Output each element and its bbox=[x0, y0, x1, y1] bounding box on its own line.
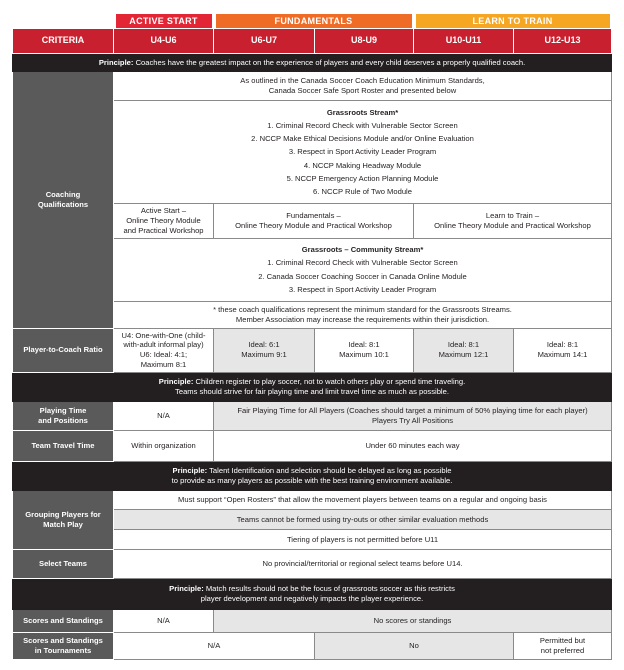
ratio-u8-u9: Ideal: 8:1 Maximum 10:1 bbox=[315, 328, 414, 372]
active-start-module: Active Start – Online Theory Module and Practical Workshop bbox=[114, 204, 214, 239]
grouping-label: Grouping Players for Match Play bbox=[13, 491, 114, 550]
ratio-u6-u7: Ideal: 6:1 Maximum 9:1 bbox=[214, 328, 315, 372]
stage-row bbox=[13, 14, 612, 29]
scores-label: Scores and Standings bbox=[13, 610, 114, 633]
scores-u4-u6: N/A bbox=[114, 610, 214, 633]
travel-u4-u6: Within organization bbox=[114, 431, 214, 462]
header-row bbox=[13, 29, 612, 54]
principle-row-1 bbox=[13, 54, 612, 72]
stage-fundamentals: FUNDAMENTALS bbox=[214, 14, 414, 29]
principle-2: Principle: Children register to play soccer, not to watch others play or spend time traveling. Teams should strive for fair playing time and limit travel time as much as possible. bbox=[13, 373, 612, 402]
grouping-tiering: Tiering of players is not permitted before U11 bbox=[114, 530, 612, 550]
ratio-row bbox=[13, 328, 612, 372]
header-u8-u9: U8-U9 bbox=[315, 29, 414, 54]
playing-time-rest: Fair Playing Time for All Players (Coaches should target a minimum of 50% playing time for each player) Players Try All Positions bbox=[214, 402, 612, 431]
tournaments-na: N/A bbox=[114, 633, 315, 660]
playing-time-u4-u6: N/A bbox=[114, 402, 214, 431]
grassroots-standards-table-wrapper bbox=[12, 14, 611, 660]
header-u4-u6: U4-U6 bbox=[114, 29, 214, 54]
learn-to-train-module: Learn to Train – Online Theory Module and Practical Workshop bbox=[414, 204, 612, 239]
select-teams-text: No provincial/territorial or regional select teams before U14. bbox=[114, 550, 612, 579]
grouping-row-1 bbox=[13, 491, 612, 510]
header-u10-u11: U10-U11 bbox=[414, 29, 514, 54]
principle-4: Principle: Match results should not be the focus of grassroots soccer as this restricts player development and negatively impacts the player experience. bbox=[13, 579, 612, 610]
tournaments-label: Scores and Standings in Tournaments bbox=[13, 633, 114, 660]
grouping-no-tryouts: Teams cannot be formed using try-outs or other similar evaluation methods bbox=[114, 510, 612, 530]
playing-time-label: Playing Time and Positions bbox=[13, 402, 114, 431]
stage-learn-to-train: LEARN TO TRAIN bbox=[414, 14, 612, 29]
stage-active-start: ACTIVE START bbox=[114, 14, 214, 29]
coaching-row-intro bbox=[13, 72, 612, 101]
header-criteria: CRITERIA bbox=[13, 29, 114, 54]
stage-spacer bbox=[13, 14, 114, 29]
header-u6-u7: U6-U7 bbox=[214, 29, 315, 54]
principle-row-3 bbox=[13, 462, 612, 491]
tournaments-no: No bbox=[315, 633, 514, 660]
coaching-note: * these coach qualifications represent the minimum standard for the Grassroots Streams. Member Association may increase the requirements within their jurisdiction. bbox=[114, 301, 612, 328]
scores-row bbox=[13, 610, 612, 633]
principle-row-4 bbox=[13, 579, 612, 610]
ratio-label: Player-to-Coach Ratio bbox=[13, 328, 114, 372]
grassroots-stream: Grassroots Stream* 1. Criminal Record Check with Vulnerable Sector Screen 2. NCCP Make Ethical Decisions Module and/or Online Evaluation 3. Respect in Sport Activity Leader Program 4. NCCP Making Headway Module 5. NCCP Emergency Action Planning Module 6. NCCP Rule of Two Module bbox=[114, 101, 612, 204]
travel-label: Team Travel Time bbox=[13, 431, 114, 462]
ratio-u12-u13: Ideal: 8:1 Maximum 14:1 bbox=[514, 328, 612, 372]
tournaments-permitted: Permitted but not preferred bbox=[514, 633, 612, 660]
travel-row bbox=[13, 431, 612, 462]
fundamentals-module: Fundamentals – Online Theory Module and Practical Workshop bbox=[214, 204, 414, 239]
community-stream: Grassroots – Community Stream* 1. Criminal Record Check with Vulnerable Sector Screen 2. Canada Soccer Coaching Soccer in Canada Online Module 3. Respect in Sport Activity Leader Program bbox=[114, 238, 612, 301]
travel-rest: Under 60 minutes each way bbox=[214, 431, 612, 462]
ratio-u10-u11: Ideal: 8:1 Maximum 12:1 bbox=[414, 328, 514, 372]
grouping-open-rosters: Must support “Open Rosters” that allow the movement players between teams on a regular and ongoing basis bbox=[114, 491, 612, 510]
grassroots-standards-table bbox=[12, 14, 612, 660]
ratio-u4-u6: U4: One-with-One (child- with-adult informal play) U6: Ideal: 4:1; Maximum 8:1 bbox=[114, 328, 214, 372]
coaching-intro: As outlined in the Canada Soccer Coach Education Minimum Standards, Canada Soccer Safe Sport Roster and presented below bbox=[114, 72, 612, 101]
select-row bbox=[13, 550, 612, 579]
tournaments-row bbox=[13, 633, 612, 660]
principle-row-2 bbox=[13, 373, 612, 402]
scores-rest: No scores or standings bbox=[214, 610, 612, 633]
coaching-qualifications-label: Coaching Qualifications bbox=[13, 72, 114, 329]
principle-1: Principle: Coaches have the greatest impact on the experience of players and every child deserves a properly qualified coach. bbox=[13, 54, 612, 72]
playing-time-row bbox=[13, 402, 612, 431]
principle-3: Principle: Talent Identification and selection should be delayed as long as possible to provide as many players as possible with the best training environment available. bbox=[13, 462, 612, 491]
header-u12-u13: U12-U13 bbox=[514, 29, 612, 54]
select-teams-label: Select Teams bbox=[13, 550, 114, 579]
